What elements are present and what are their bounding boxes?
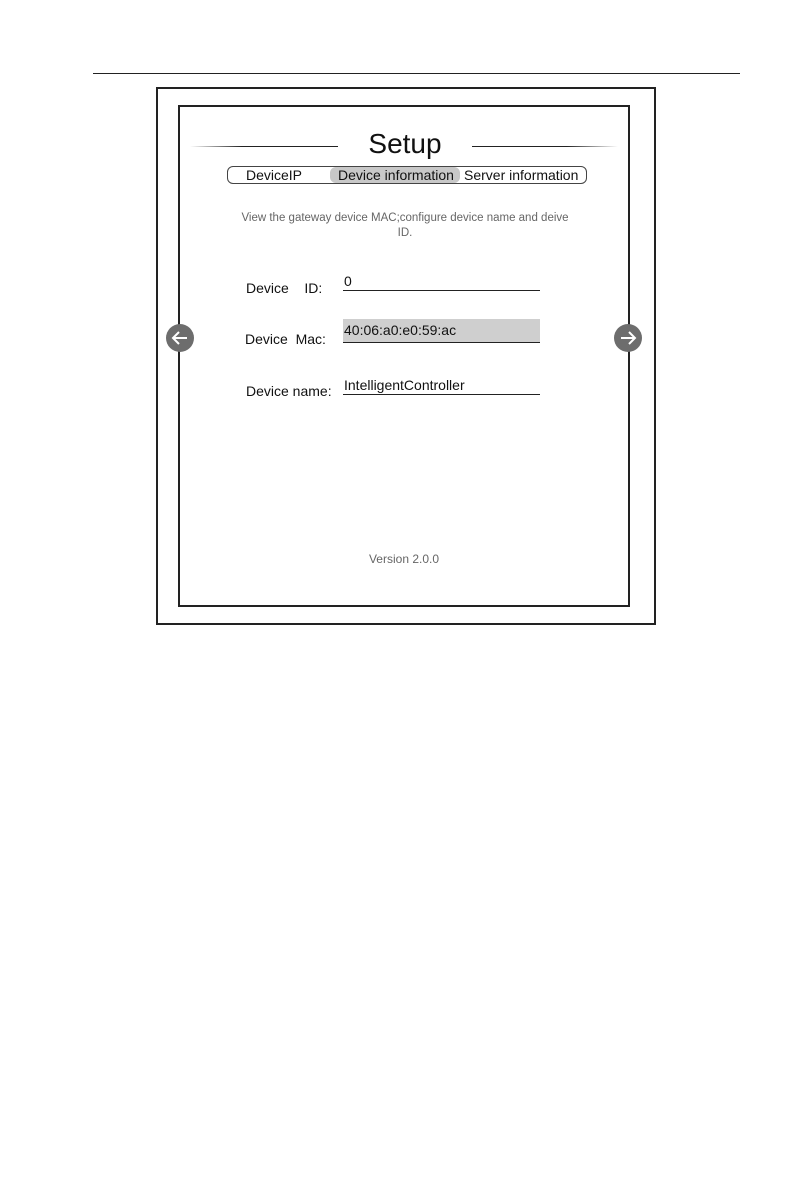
device-mac-label: Device Mac: — [245, 331, 326, 347]
next-button[interactable] — [614, 324, 642, 352]
page-title: Setup — [368, 128, 442, 159]
tab-bar — [227, 166, 587, 184]
title-decoration-left — [190, 146, 338, 147]
arrow-right-icon — [614, 324, 642, 352]
device-name-field[interactable]: IntelligentController — [343, 375, 540, 395]
title-decoration-right — [472, 146, 618, 147]
tab-device-ip[interactable]: DeviceIP — [246, 167, 303, 183]
device-id-label: Device ID: — [246, 280, 323, 296]
device-id-field[interactable]: 0 — [343, 271, 540, 291]
device-name-label: Device name: — [246, 383, 332, 399]
arrow-left-icon — [166, 324, 194, 352]
page-header-rule — [93, 73, 740, 74]
page-description: View the gateway device MAC;configure device name and deive ID. — [241, 212, 569, 239]
tab-server-information[interactable]: Server information — [464, 167, 579, 183]
prev-button[interactable] — [166, 324, 194, 352]
version-label: Version 2.0.0 — [368, 552, 440, 566]
tab-device-information[interactable]: Device information — [330, 167, 460, 183]
device-mac-field: 40:06:a0:e0:59:ac — [343, 319, 540, 343]
